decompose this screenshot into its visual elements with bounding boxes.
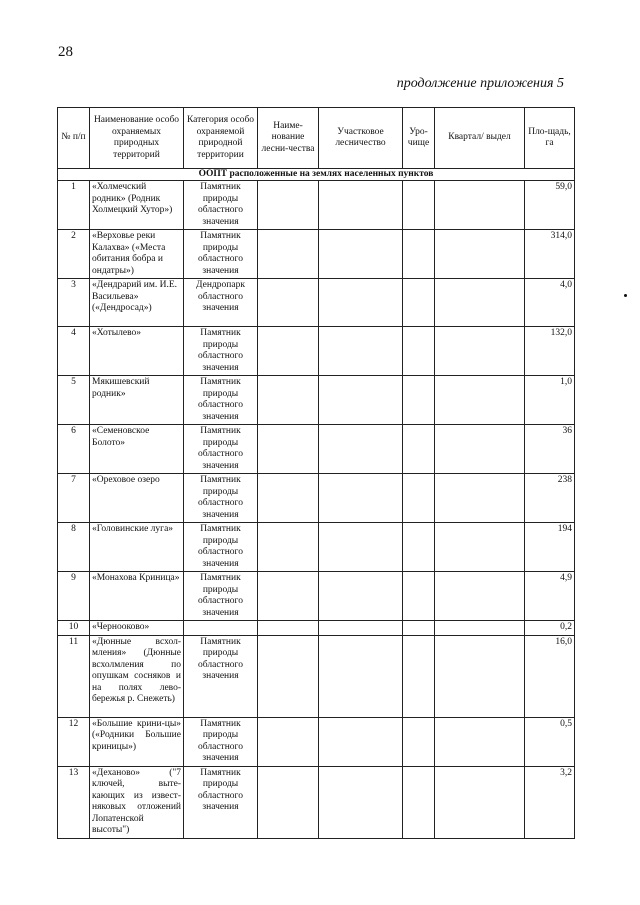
cell-category: Памятник природы областного значения (184, 327, 258, 376)
cell-quarter (435, 425, 525, 474)
cell-district-forestry (319, 181, 403, 230)
cell-tract (403, 425, 435, 474)
cell-quarter (435, 181, 525, 230)
header-quarter: Квартал/ выдел (435, 108, 525, 169)
cell-quarter (435, 635, 525, 717)
header-tract: Уро-чище (403, 108, 435, 169)
cell-area: 0,5 (525, 717, 575, 766)
cell-forestry (258, 523, 319, 572)
header-district-forestry: Участковое лесничество (319, 108, 403, 169)
cell-district-forestry (319, 635, 403, 717)
cell-name: «Верховье реки Калахва» («Места обитания бобра и ондатры») (90, 230, 184, 279)
cell-area: 238 (525, 474, 575, 523)
header-category: Категория особо охраняемой природной территории (184, 108, 258, 169)
header-name: Наименование особо охраняемых природных территорий (90, 108, 184, 169)
table-row (58, 376, 575, 425)
cell-category: Памятник природы областного значения (184, 523, 258, 572)
cell-tract (403, 327, 435, 376)
cell-district-forestry (319, 572, 403, 621)
cell-quarter (435, 523, 525, 572)
table-row (58, 572, 575, 621)
continuation-caption: продолжение приложения 5 (396, 76, 564, 91)
cell-category: Памятник природы областного значения (184, 717, 258, 766)
cell-area: 4,0 (525, 279, 575, 327)
cell-district-forestry (319, 230, 403, 279)
cell-area: 4,9 (525, 572, 575, 621)
cell-name: Мякишевский родник» (90, 376, 184, 425)
cell-category (184, 621, 258, 636)
cell-category: Памятник природы областного значения (184, 425, 258, 474)
cell-forestry (258, 425, 319, 474)
table-row (58, 766, 575, 838)
cell-number: 2 (58, 230, 90, 279)
cell-tract (403, 523, 435, 572)
table-row (58, 327, 575, 376)
scan-speck (624, 294, 627, 297)
cell-number: 13 (58, 766, 90, 838)
table-row (58, 181, 575, 230)
table-row (58, 717, 575, 766)
cell-quarter (435, 279, 525, 327)
table-row (58, 523, 575, 572)
cell-name: «Хотылево» (90, 327, 184, 376)
cell-area: 1,0 (525, 376, 575, 425)
cell-area: 36 (525, 425, 575, 474)
cell-district-forestry (319, 523, 403, 572)
table-row (58, 230, 575, 279)
cell-quarter (435, 766, 525, 838)
cell-quarter (435, 230, 525, 279)
cell-name: «Дендрарий им. И.Е. Васильева» («Дендросад») (90, 279, 184, 327)
cell-category: Памятник природы областного значения (184, 474, 258, 523)
cell-tract (403, 474, 435, 523)
cell-district-forestry (319, 279, 403, 327)
cell-forestry (258, 230, 319, 279)
cell-district-forestry (319, 474, 403, 523)
cell-district-forestry (319, 376, 403, 425)
cell-number: 1 (58, 181, 90, 230)
header-area: Пло-щадь, га (525, 108, 575, 169)
cell-forestry (258, 766, 319, 838)
cell-name: «Большие крини-цы» («Родники Большие криницы») (90, 717, 184, 766)
section-row (58, 169, 575, 181)
cell-category: Памятник природы областного значения (184, 572, 258, 621)
cell-district-forestry (319, 327, 403, 376)
page-number: 28 (58, 44, 73, 60)
cell-number: 7 (58, 474, 90, 523)
cell-tract (403, 230, 435, 279)
cell-district-forestry (319, 717, 403, 766)
cell-number: 9 (58, 572, 90, 621)
cell-quarter (435, 572, 525, 621)
section-title: ООПТ расположенные на землях населенных пунктов (58, 169, 575, 181)
cell-tract (403, 621, 435, 636)
cell-tract (403, 717, 435, 766)
cell-category: Памятник природы областного значения (184, 230, 258, 279)
cell-category: Памятник природы областного значения (184, 766, 258, 838)
cell-category: Памятник природы областного значения (184, 376, 258, 425)
cell-forestry (258, 474, 319, 523)
cell-district-forestry (319, 425, 403, 474)
protected-areas-table (57, 107, 575, 839)
cell-district-forestry (319, 766, 403, 838)
header-number: № п/п (58, 108, 90, 169)
cell-quarter (435, 327, 525, 376)
cell-forestry (258, 327, 319, 376)
cell-tract (403, 635, 435, 717)
cell-number: 6 (58, 425, 90, 474)
cell-tract (403, 766, 435, 838)
cell-quarter (435, 717, 525, 766)
cell-number: 11 (58, 635, 90, 717)
header-forestry: Наиме-нование лесни-чества (258, 108, 319, 169)
table-row (58, 621, 575, 636)
cell-forestry (258, 717, 319, 766)
cell-area: 132,0 (525, 327, 575, 376)
cell-number: 12 (58, 717, 90, 766)
cell-name: «Семеновское Болото» (90, 425, 184, 474)
cell-name: «Чернооково» (90, 621, 184, 636)
cell-forestry (258, 572, 319, 621)
cell-forestry (258, 376, 319, 425)
cell-tract (403, 181, 435, 230)
cell-number: 3 (58, 279, 90, 327)
cell-number: 4 (58, 327, 90, 376)
cell-tract (403, 376, 435, 425)
cell-name: «Дюнные всхол-мления» (Дюнные всхолмления по опушкам сосняков и на полях лево-бережья р. Снежеть) (90, 635, 184, 717)
cell-district-forestry (319, 621, 403, 636)
table-header-row (58, 108, 575, 169)
cell-category: Памятник природы областного значения (184, 635, 258, 717)
table-row (58, 474, 575, 523)
cell-quarter (435, 376, 525, 425)
cell-category: Памятник природы областного значения (184, 181, 258, 230)
cell-area: 3,2 (525, 766, 575, 838)
cell-number: 8 (58, 523, 90, 572)
cell-area: 16,0 (525, 635, 575, 717)
cell-number: 10 (58, 621, 90, 636)
cell-area: 194 (525, 523, 575, 572)
cell-forestry (258, 621, 319, 636)
cell-quarter (435, 474, 525, 523)
cell-area: 59,0 (525, 181, 575, 230)
table-row (58, 425, 575, 474)
cell-name: «Ореховое озеро (90, 474, 184, 523)
cell-tract (403, 279, 435, 327)
cell-tract (403, 572, 435, 621)
cell-name: «Холмечский родник» (Родник Холмецкий Хутор») (90, 181, 184, 230)
cell-quarter (435, 621, 525, 636)
cell-name: «Головинские луга» (90, 523, 184, 572)
cell-area: 314,0 (525, 230, 575, 279)
table-row (58, 635, 575, 717)
table-row (58, 279, 575, 327)
cell-forestry (258, 279, 319, 327)
cell-area: 0,2 (525, 621, 575, 636)
cell-name: «Деханово» ("7 ключей, выте-кающих из извест-няковых отложений Лопатенской высоты") (90, 766, 184, 838)
cell-forestry (258, 181, 319, 230)
cell-number: 5 (58, 376, 90, 425)
cell-forestry (258, 635, 319, 717)
cell-category: Дендропарк областного значения (184, 279, 258, 327)
cell-name: «Монахова Криница» (90, 572, 184, 621)
